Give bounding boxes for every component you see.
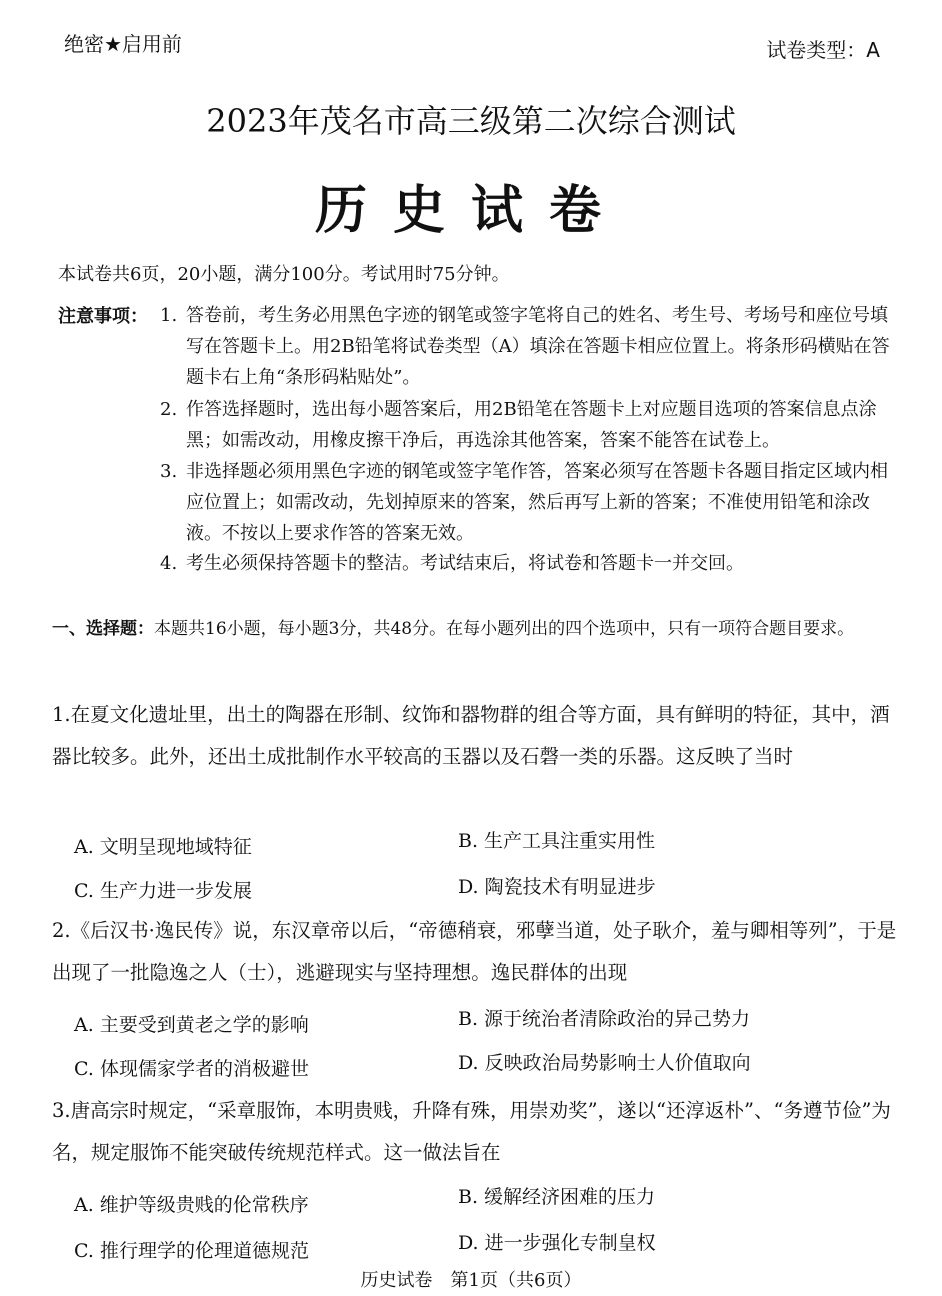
subject-title: 历史试卷	[314, 180, 627, 241]
note-item	[160, 456, 898, 549]
exam-intro: 本试卷共6页，20小题，满分100分。考试用时75分钟。	[58, 264, 510, 285]
page-footer: 历史试卷 第1页（共6页）	[360, 1270, 582, 1291]
question-stem	[52, 910, 902, 994]
option-d: D. 陶瓷技术有明显进步	[458, 876, 656, 898]
section-label: 一、选择题：	[52, 619, 154, 639]
section-desc: 本题共16小题，每小题3分，共48分。在每小题列出的四个选项中，只有一项符合题目要求。	[154, 619, 855, 639]
note-number: 1.	[160, 305, 178, 326]
question-text: 在夏文化遗址里，出土的陶器在形制、纹饰和器物群的组合等方面，具有鲜明的特征，其中，酒器比较多。此外，还出土成批制作水平较高的玉器以及石磬一类的乐器。这反映了当时	[52, 703, 890, 768]
question-number: 2.	[52, 919, 71, 942]
option-a: A. 主要受到黄老之学的影响	[74, 1014, 309, 1036]
option-c: C. 推行理学的伦理道德规范	[74, 1240, 309, 1262]
note-number: 2.	[160, 399, 178, 420]
note-text: 非选择题必须用黑色字迹的钢笔或签字笔作答，答案必须写在答题卡各题目指定区域内相应位置上；如需改动，先划掉原来的答案，然后再写上新的答案；不准使用铅笔和涂改液。不按以上要求作答的答案无效。	[186, 461, 888, 544]
note-text: 考生必须保持答题卡的整洁。考试结束后，将试卷和答题卡一并交回。	[186, 553, 744, 574]
confidential-mark: 绝密★启用前	[64, 32, 182, 56]
note-text: 答卷前，考生务必用黑色字迹的钢笔或签字笔将自己的姓名、考生号、考场号和座位号填写在答题卡上。用2B铅笔将试卷类型（A）填涂在答题卡相应位置上。将条形码横贴在答题卡右上角“条形码粘贴处”。	[186, 305, 890, 388]
paper-type: 试卷类型：A	[766, 38, 880, 62]
option-d: D. 进一步强化专制皇权	[458, 1232, 656, 1254]
option-b: B. 缓解经济困难的压力	[458, 1186, 656, 1208]
question-text: 唐高宗时规定，“采章服饰，本明贵贱，升降有殊，用崇劝奖”，遂以“还淳返朴”、“务遵节俭”为名，规定服饰不能突破传统规范样式。这一做法旨在	[52, 1099, 891, 1164]
option-d: D. 反映政治局势影响士人价值取向	[458, 1052, 751, 1074]
note-number: 3.	[160, 461, 178, 482]
option-a: A. 维护等级贵贱的伦常秩序	[74, 1194, 309, 1216]
note-number: 4.	[160, 553, 178, 574]
option-c: C. 体现儒家学者的消极避世	[74, 1058, 309, 1080]
option-b: B. 生产工具注重实用性	[458, 830, 656, 852]
option-b: B. 源于统治者清除政治的异己势力	[458, 1008, 751, 1030]
note-item	[160, 548, 898, 579]
note-item	[160, 300, 898, 393]
note-item	[160, 394, 898, 456]
question-stem	[52, 694, 902, 778]
exam-title: 2023年茂名市高三级第二次综合测试	[206, 102, 736, 140]
note-text: 作答选择题时，选出每小题答案后，用2B铅笔在答题卡上对应题目选项的答案信息点涂黑；如需改动，用橡皮擦干净后，再选涂其他答案，答案不能答在试卷上。	[186, 399, 877, 451]
option-a: A. 文明呈现地域特征	[74, 836, 252, 858]
section-heading	[52, 610, 902, 648]
question-number: 3.	[52, 1099, 71, 1122]
option-c: C. 生产力进一步发展	[74, 880, 252, 902]
question-number: 1.	[52, 703, 71, 726]
notes-label: 注意事项：	[58, 306, 148, 327]
question-stem	[52, 1090, 902, 1174]
question-text: 《后汉书·逸民传》说，东汉章帝以后，“帝德稍衰，邪孽当道，处子耿介，羞与卿相等列”，于是出现了一批隐逸之人（士），逃避现实与坚持理想。逸民群体的出现	[52, 919, 897, 984]
